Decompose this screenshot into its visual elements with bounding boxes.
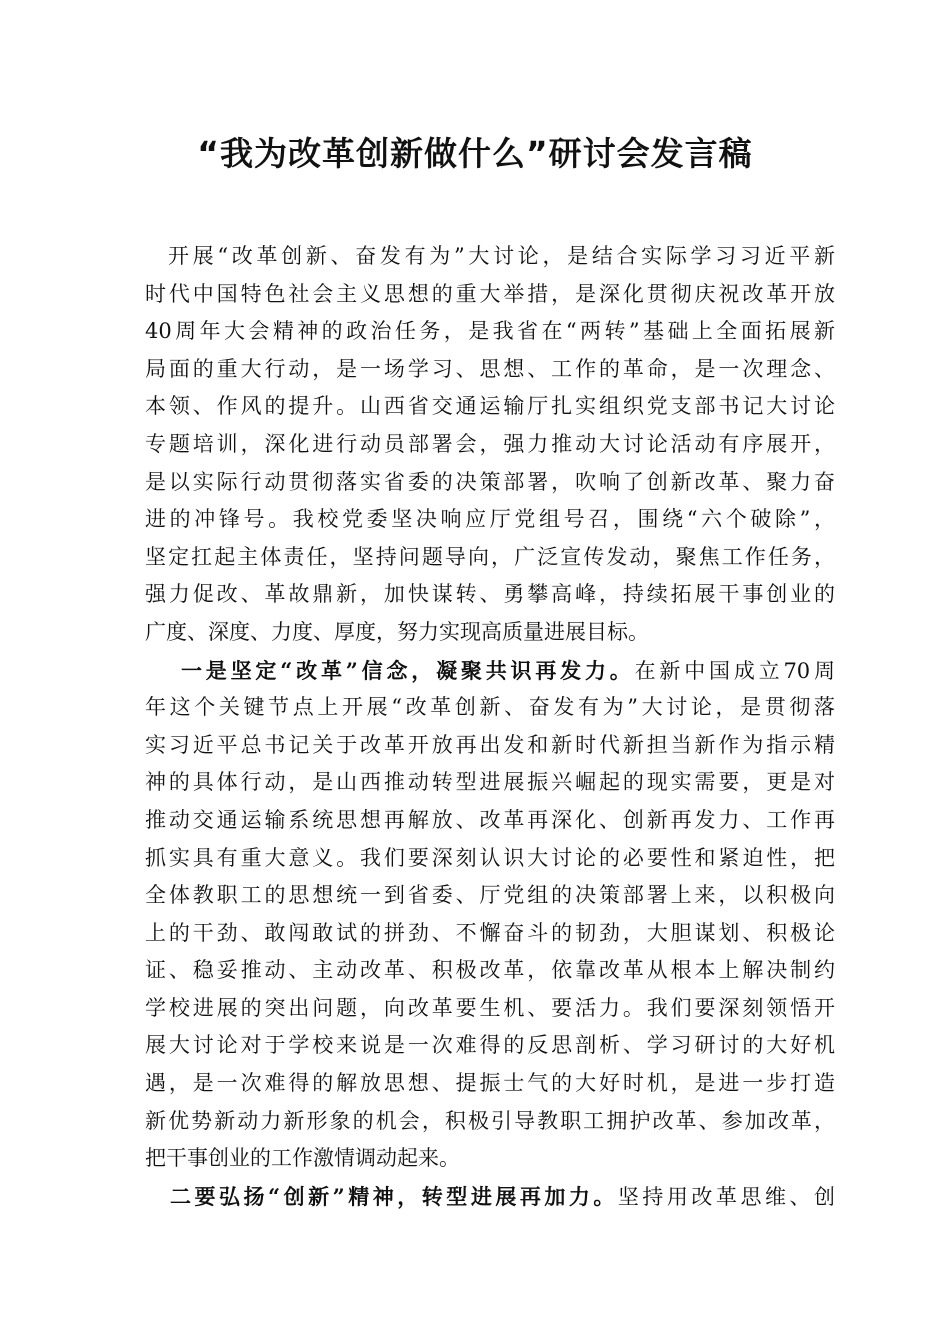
text-line: 证、稳妥推动、主动改革、积极改革，依靠改革从根本上解决制约 <box>145 958 835 983</box>
text-line: 专题培训，深化进行动员部署会，强力推动大讨论活动有序展开， <box>145 431 835 456</box>
section-heading-2: 二要弘扬“创新”精神，转型进展再加力。 <box>170 1183 618 1209</box>
document-body <box>145 238 835 1215</box>
paragraph-section-1 <box>145 689 835 1178</box>
text-line: 新优势新动力新形象的机会，积极引导教职工拥护改革、参加改革， <box>145 1108 835 1133</box>
paragraph-2-first-text: 在新中国成立70周 <box>634 658 835 683</box>
paragraph-intro <box>145 238 835 652</box>
document-title: “我为改革创新做什么”研讨会发言稿 <box>197 134 753 173</box>
section-heading-1: 一是坚定“改革”信念，凝聚共识再发力。 <box>181 657 635 683</box>
text-line: 时代中国特色社会主义思想的重大举措，是深化贯彻庆祝改革开放 <box>145 281 835 306</box>
text-line: 把干事创业的工作激情调动起来。 <box>145 1146 460 1171</box>
paragraph-2-first-line <box>145 652 835 690</box>
paragraph-3-first-line <box>145 1178 835 1216</box>
text-line: 学校进展的突出问题，向改革要生机、要活力。我们要深刻领悟开 <box>145 995 835 1020</box>
text-line: 40周年大会精神的政治任务，是我省在“两转”基础上全面拓展新 <box>145 319 835 344</box>
text-line: 局面的重大行动，是一场学习、思想、工作的革命，是一次理念、 <box>145 356 835 381</box>
text-line: 遇，是一次难得的解放思想、提振士气的大好时机，是进一步打造 <box>145 1071 835 1096</box>
text-line: 展大讨论对于学校来说是一次难得的反思剖析、学习研讨的大好机 <box>145 1033 835 1058</box>
text-line: 开展“改革创新、奋发有为”大讨论，是结合实际学习习近平新 <box>168 244 835 268</box>
text-line: 年这个关键节点上开展“改革创新、奋发有为”大讨论，是贯彻落 <box>145 695 835 720</box>
text-line: 广度、深度、力度、厚度，努力实现高质量进展目标。 <box>145 619 649 644</box>
text-line: 是以实际行动贯彻落实省委的决策部署，吹响了创新改革、聚力奋 <box>145 469 835 494</box>
text-line: 进的冲锋号。我校党委坚决响应厅党组号召，围绕“六个破除”， <box>145 507 835 532</box>
text-line: 强力促改、革故鼎新，加快谋转、勇攀高峰，持续拓展干事创业的 <box>145 582 835 607</box>
text-line: 全体教职工的思想统一到省委、厅党组的决策部署上来，以积极向 <box>145 883 835 908</box>
text-line: 神的具体行动，是山西推动转型进展振兴崛起的现实需要，更是对 <box>145 770 835 795</box>
paragraph-3-first-text: 坚持用改革思维、创 <box>617 1184 835 1209</box>
text-line: 上的干劲、敢闯敢试的拼劲、不懈奋斗的韧劲，大胆谋划、积极论 <box>145 920 835 945</box>
text-line: 推动交通运输系统思想再解放、改革再深化、创新再发力、工作再 <box>145 807 835 832</box>
text-line: 实习近平总书记关于改革开放再出发和新时代新担当新作为指示精 <box>145 732 835 757</box>
text-line: 本领、作风的提升。山西省交通运输厅扎实组织党支部书记大讨论 <box>145 394 835 419</box>
text-line: 坚定扛起主体责任，坚持问题导向，广泛宣传发动，聚焦工作任务， <box>145 544 835 569</box>
text-line: 抓实具有重大意义。我们要深刻认识大讨论的必要性和紧迫性，把 <box>145 845 835 870</box>
